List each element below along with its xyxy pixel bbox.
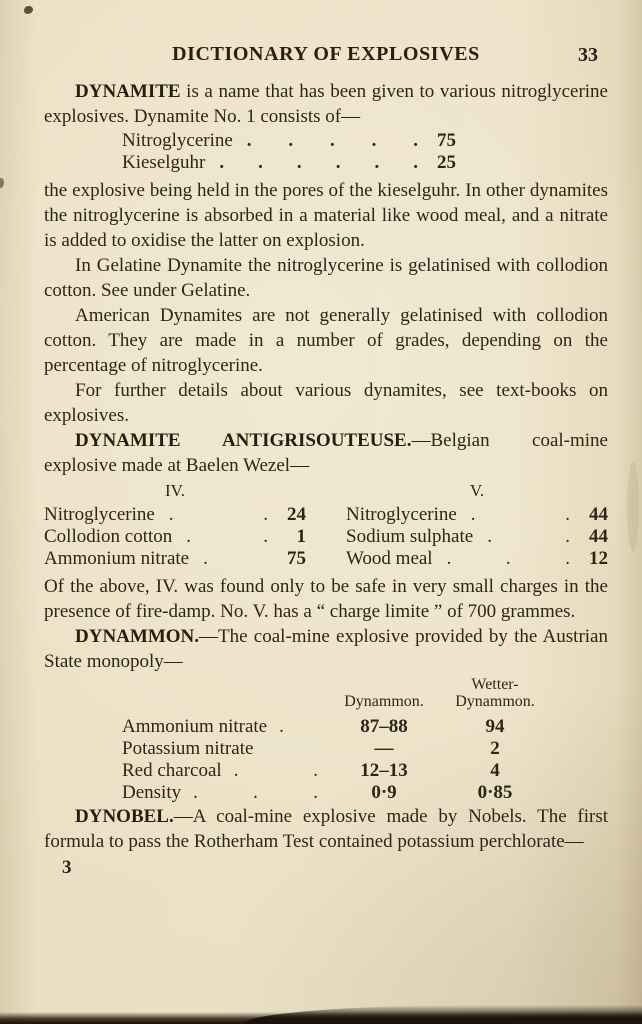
entry-term-dynamite: DYNAMITE	[75, 81, 181, 102]
page-number: 33	[578, 44, 598, 66]
ingredient-value: 44	[589, 526, 608, 547]
leader-dots: .	[203, 548, 208, 569]
ingredient-name: Density	[122, 782, 182, 803]
ingredient-name: Nitroglycerine	[44, 504, 155, 525]
value-wetter-dynammon: 2	[490, 738, 500, 759]
table-row	[122, 760, 608, 782]
leader-dots: . .	[487, 526, 570, 547]
ingredient-name: Potassium nitrate	[122, 738, 254, 759]
ingredient-name: Nitroglycerine	[122, 130, 233, 151]
paragraph-american-dynamites: American Dynamites are not generally gelatinised with collodion cotton. They are made in a number of grades, depending on the percentage of nitroglycerine.	[44, 305, 608, 376]
ingredient-cell	[122, 738, 334, 760]
ingredient-name: Ammonium nitrate	[44, 548, 190, 569]
page-title: DICTIONARY OF EXPLOSIVES	[172, 43, 480, 65]
dynamite-no1-composition-table	[122, 130, 456, 174]
ingredient-cell	[122, 782, 334, 804]
table-row	[346, 548, 608, 570]
leader-dots: .	[279, 716, 284, 737]
dynammon-composition-table	[122, 676, 608, 804]
entry-dynobel	[44, 804, 608, 854]
entry-text: —A coal-mine explosive made by Nobels. The first formula to pass the Rotherham Test contained potassium perchlorate—	[44, 806, 608, 852]
leader-dots: . . .	[446, 548, 570, 569]
column-header-v: V.	[469, 481, 485, 500]
paragraph-charge-limite: Of the above, IV. was found only to be safe in very small charges in the presence of fire-damp. No. V. has a “ charge limite ” of 700 grammes.	[44, 576, 608, 622]
value-dynammon: 87–88	[360, 716, 408, 737]
ingredient-value: 75	[437, 130, 456, 151]
page-bottom-shadow	[0, 1000, 642, 1024]
ingredient-value: 24	[287, 504, 306, 525]
entry-term-antigrisouteuse: DYNAMITE ANTIGRISOUTEUSE.	[75, 430, 412, 451]
column-header-line: Dynammon.	[455, 693, 535, 710]
ingredient-name: Red charcoal	[122, 760, 222, 781]
entry-text: —Belgian coal-mine explosive made at Baelen Wezel—	[44, 430, 608, 476]
entry-term-dynobel: DYNOBEL.	[75, 806, 174, 827]
leader-dots: . . . . . .	[219, 152, 418, 173]
ingredient-name: Ammonium nitrate	[122, 716, 268, 737]
antigrisouteuse-composition-tables	[44, 479, 608, 570]
column-header-line: Wetter-	[471, 676, 519, 693]
leader-dots: . . . . .	[246, 130, 418, 151]
paragraph-kieselguhr: the explosive being held in the pores of the kieselguhr. In other dynamites the nitroglycerine is absorbed in a material like wood meal, and a nitrate is added to oxidise the latter on explosion.	[44, 180, 608, 251]
table-formula-v	[346, 479, 608, 570]
entry-dynamite-antigrisouteuse	[44, 428, 608, 478]
table-row	[122, 130, 456, 152]
value-dynammon: —	[374, 738, 394, 759]
table-row	[122, 152, 456, 174]
value-wetter-dynammon: 94	[485, 716, 505, 737]
ingredient-cell	[122, 760, 334, 782]
running-head	[44, 42, 608, 67]
value-wetter-dynammon: 4	[490, 760, 500, 781]
ingredient-value: 44	[589, 504, 608, 525]
table-row	[122, 782, 608, 804]
table-row	[122, 716, 608, 738]
leader-dots	[253, 738, 334, 760]
table-row	[346, 526, 608, 548]
ingredient-value: 12	[589, 548, 608, 569]
leader-dots: . .	[233, 760, 318, 781]
ingredient-name: Collodion cotton	[44, 526, 173, 547]
column-header-iv: IV.	[165, 481, 185, 500]
ingredient-name: Wood meal	[346, 548, 433, 569]
ink-bleed-smudge	[627, 462, 639, 552]
ingredient-value: 75	[287, 548, 306, 569]
table-row	[44, 504, 306, 526]
ingredient-value: 25	[437, 152, 456, 173]
column-header-wetter-dynammon	[434, 676, 556, 710]
entry-text: is a name that has been given to various nitroglycerine explosives. Dynamite No. 1 consists of—	[44, 81, 608, 127]
leader-dots: . .	[470, 504, 570, 525]
signature-mark: 3	[62, 857, 72, 878]
value-dynammon: 0·9	[371, 782, 397, 803]
entry-dynammon	[44, 624, 608, 674]
table-row	[44, 526, 306, 548]
table-row	[122, 738, 608, 760]
scan-edge-dark-band	[244, 1005, 642, 1024]
leader-dots: . .	[186, 526, 268, 547]
ingredient-name: Nitroglycerine	[346, 504, 457, 525]
paragraph-gelatine-dynamite: In Gelatine Dynamite the nitroglycerine is gelatinised with collodion cotton. See under Gelatine.	[44, 255, 608, 301]
table-header-row	[122, 676, 608, 710]
table-row	[346, 504, 608, 526]
leader-dots: . . .	[193, 782, 318, 803]
column-header-dynammon: Dynammon.	[344, 693, 424, 710]
value-wetter-dynammon: 0·85	[477, 782, 513, 803]
entry-dynamite-intro	[44, 79, 608, 129]
ingredient-value: 1	[296, 526, 306, 547]
value-dynammon: 12–13	[360, 760, 408, 781]
table-formula-iv	[44, 479, 306, 570]
entry-term-dynammon: DYNAMMON.	[75, 626, 200, 647]
table-row	[44, 548, 306, 570]
ingredient-name: Kieselguhr	[122, 152, 206, 173]
ingredient-cell	[122, 716, 334, 738]
ingredient-name: Sodium sulphate	[346, 526, 474, 547]
entry-text: —The coal-mine explosive provided by the Austrian State monopoly—	[44, 626, 608, 672]
paragraph-further-details: For further details about various dynamites, see text-books on explosives.	[44, 380, 608, 426]
leader-dots: . .	[168, 504, 268, 525]
